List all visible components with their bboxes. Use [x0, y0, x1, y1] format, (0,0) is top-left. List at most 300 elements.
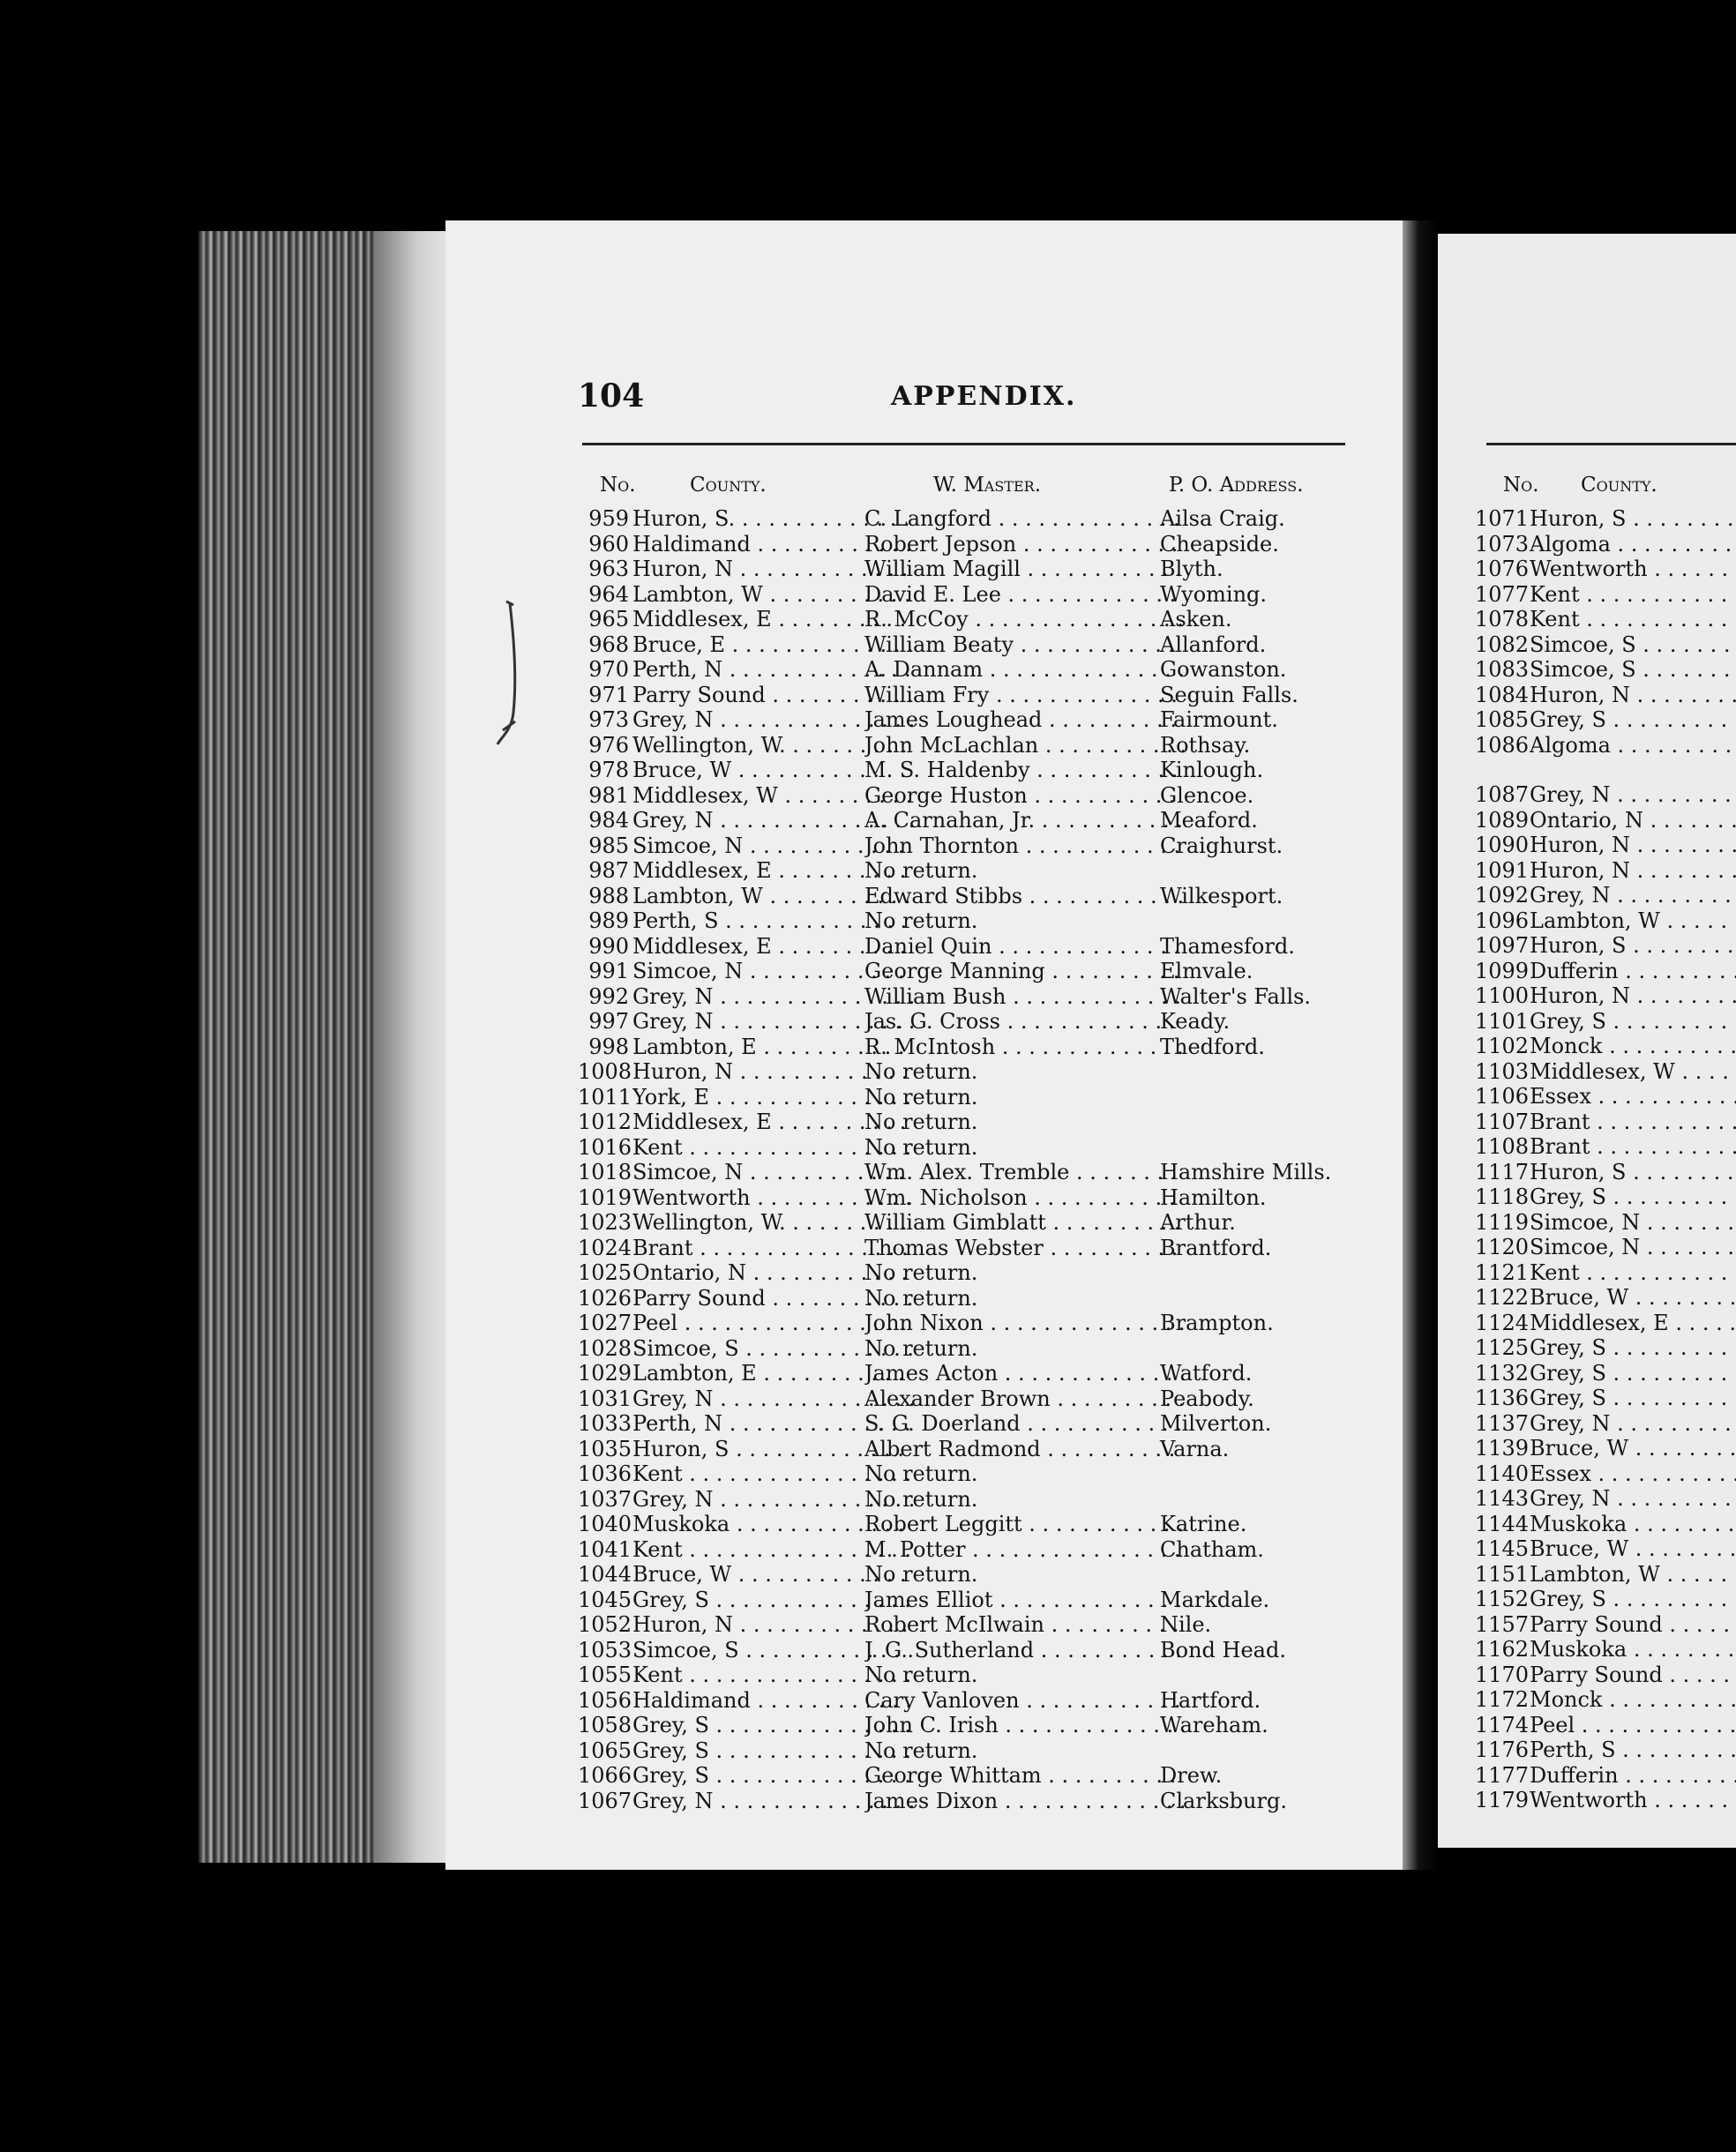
lodge-address: Arthur. — [1160, 1210, 1236, 1235]
lodge-county-text: Grey, N . . . — [632, 707, 913, 732]
lodge-number: 1036 — [578, 1461, 632, 1486]
lodge-county-text: Monck . . . — [1530, 1034, 1736, 1058]
lodge-master — [864, 657, 1184, 682]
lodge-master-text: David E. Lee . . . — [864, 582, 1184, 607]
header-rule — [582, 443, 1345, 445]
lodge-master-text: No return. — [864, 1461, 978, 1486]
table-row — [1475, 632, 1736, 658]
table-row — [578, 1612, 1372, 1638]
lodge-county-text: Grey, N . . . — [632, 808, 913, 833]
table-row — [1475, 1687, 1736, 1713]
lodge-county-text: Bruce, E . . . — [632, 632, 913, 657]
lodge-county-text: Essex . . . — [1530, 1461, 1736, 1486]
lodge-county-text: Grey, N . . . — [1530, 782, 1736, 807]
lodge-county-text: Wentworth . . . — [1530, 1788, 1736, 1812]
lodge-address: Wareham. — [1160, 1713, 1268, 1737]
table-row — [578, 1110, 1372, 1135]
lodge-county — [1530, 657, 1736, 682]
lodge-county-text: Grey, S . . . — [1530, 1009, 1736, 1034]
lodge-number: 1027 — [578, 1311, 632, 1335]
lodge-county-text: Simcoe, N . . . — [632, 959, 913, 983]
lodge-master — [864, 1336, 1184, 1361]
lodge-address: Meaford. — [1160, 808, 1258, 833]
table-row — [1475, 707, 1736, 733]
lodge-master-text: A. Carnahan, Jr. . . . — [864, 808, 1184, 833]
lodge-county-text: Grey, S . . . — [632, 1713, 913, 1737]
lodge-number: 1097 — [1475, 933, 1530, 958]
lodge-county-text: Middlesex, W . . . — [1530, 1059, 1736, 1084]
lodge-master — [864, 1537, 1184, 1562]
table-row — [578, 1135, 1372, 1161]
lodge-county-text: Dufferin . . . — [1530, 1763, 1736, 1788]
lodge-county — [1530, 1335, 1736, 1360]
lodge-master-text: J. G. Sutherland . . . — [864, 1638, 1184, 1663]
table-row — [578, 1688, 1372, 1714]
lodge-number: 978 — [588, 758, 629, 782]
table-row — [1475, 1134, 1736, 1160]
lodge-county-text: Simcoe, S . . . — [1530, 632, 1736, 657]
lodge-number: 973 — [588, 707, 629, 732]
table-row — [578, 733, 1372, 758]
lodge-county — [1530, 1562, 1736, 1587]
lodge-number: 1092 — [1475, 883, 1530, 908]
table-row — [1475, 657, 1736, 683]
lodge-number: 1121 — [1475, 1259, 1530, 1285]
col-header-no-right: No. — [1503, 474, 1539, 497]
lodge-county-text: Grey, S . . . — [1530, 707, 1736, 732]
lodge-master — [864, 1789, 1184, 1813]
lodge-county-text: Muskoka . . . — [1530, 1512, 1736, 1536]
lodge-county — [1530, 1311, 1736, 1335]
lodge-number: 1035 — [578, 1436, 632, 1461]
lodge-county — [1530, 1637, 1736, 1662]
table-row — [1475, 1562, 1736, 1588]
table-row — [1475, 1713, 1736, 1738]
lodge-county-text: Grey, N . . . — [1530, 1486, 1736, 1511]
lodge-county-text: Kent . . . — [632, 1461, 913, 1486]
table-row — [1475, 683, 1736, 708]
lodge-master — [864, 557, 1184, 581]
lodge-master — [864, 783, 1184, 808]
lodge-master-text: George Huston . . . — [864, 783, 1184, 808]
lodge-number: 1089 — [1475, 807, 1530, 833]
lodge-number: 1077 — [1475, 581, 1530, 607]
lodge-master-text: Edward Stibbs . . . — [864, 884, 1184, 908]
lodge-county — [1530, 1536, 1736, 1561]
table-row — [1475, 733, 1736, 758]
lodge-number: 1053 — [578, 1637, 632, 1663]
lodge-county — [1530, 1411, 1736, 1436]
lodge-master — [864, 582, 1184, 607]
lodge-county — [1530, 1184, 1736, 1209]
lodge-county-text: Huron, N . . . — [1530, 858, 1736, 883]
table-row — [578, 858, 1372, 884]
lodge-master — [864, 1638, 1184, 1663]
lodge-number: 1078 — [1475, 607, 1530, 631]
lodge-number: 1103 — [1475, 1058, 1530, 1084]
lodge-address: Bond Head. — [1160, 1637, 1286, 1663]
lodge-number: 1041 — [578, 1536, 632, 1562]
lodge-county — [1530, 1386, 1736, 1410]
lodge-county — [1530, 1361, 1736, 1386]
table-row — [578, 1638, 1372, 1663]
lodge-county — [1530, 1788, 1736, 1812]
lodge-master-text: A. Dannam . . . — [864, 657, 1184, 682]
lodge-county-text: Bruce, W . . . — [632, 758, 913, 782]
lodge-address: Kinlough. — [1160, 758, 1264, 782]
lodge-master-text: Thomas Webster . . . — [864, 1236, 1184, 1260]
table-row — [578, 934, 1372, 960]
lodge-master — [864, 984, 1184, 1009]
lodge-master-text: Alexander Brown . . . — [864, 1386, 1184, 1411]
lodge-county — [1530, 1436, 1736, 1461]
lodge-county-text: Wellington, W. . . . — [632, 1210, 913, 1235]
lodge-number: 1058 — [578, 1713, 632, 1737]
lodge-master-text: John C. Irish . . . — [864, 1713, 1184, 1737]
lodge-county-text: Lambton, W . . . — [1530, 1562, 1736, 1587]
lodge-number: 1090 — [1475, 833, 1530, 857]
lodge-number: 1144 — [1475, 1511, 1530, 1536]
lodge-county-text: Wentworth . . . — [1530, 557, 1736, 581]
lodge-master — [864, 1210, 1184, 1235]
table-row — [1475, 1663, 1736, 1688]
table-row — [1475, 959, 1736, 984]
lodge-county — [1530, 933, 1736, 958]
lodge-county-text: Huron, N . . . — [632, 1612, 913, 1637]
lodge-number: 1066 — [578, 1763, 632, 1788]
lodge-county — [1530, 1512, 1736, 1536]
lodge-county — [1530, 1587, 1736, 1611]
lodge-county — [1530, 707, 1736, 732]
lodge-master — [864, 758, 1184, 782]
table-row — [578, 1588, 1372, 1613]
lodge-county-text: Lambton, E . . . — [632, 1361, 913, 1386]
lodge-number: 1025 — [578, 1260, 632, 1285]
lodge-county-text: Simcoe, N . . . — [632, 833, 913, 858]
lodge-number: 1117 — [1475, 1159, 1530, 1184]
table-row — [1475, 1110, 1736, 1135]
table-row — [1475, 1763, 1736, 1789]
lodge-number: 1056 — [578, 1687, 632, 1713]
table-row — [578, 1336, 1372, 1362]
table-row — [578, 783, 1372, 809]
lodge-county-text: Huron, S . . . — [1530, 933, 1736, 958]
lodge-address: Glencoe. — [1160, 782, 1254, 808]
lodge-number: 968 — [588, 631, 629, 657]
lodge-master-text: R. McIntosh . . . — [864, 1035, 1184, 1059]
lodge-number: 1151 — [1475, 1561, 1530, 1587]
lodge-master-text: No return. — [864, 1260, 978, 1285]
lodge-address: Varna. — [1160, 1436, 1230, 1461]
table-row — [578, 1411, 1372, 1437]
lodge-address: Chatham. — [1160, 1536, 1264, 1562]
lodge-county — [1530, 1663, 1736, 1687]
lodge-number: 1118 — [1475, 1184, 1530, 1209]
lodge-county-text: Kent . . . — [632, 1135, 913, 1160]
lodge-master-text: No return. — [864, 1663, 978, 1687]
lodge-number: 963 — [588, 557, 629, 581]
lodge-master-text: No return. — [864, 1110, 978, 1134]
lodge-master-text: No return. — [864, 1285, 978, 1311]
lodge-county — [1530, 683, 1736, 707]
lodge-master — [864, 1135, 1184, 1160]
table-row — [578, 984, 1372, 1010]
lodge-county-text: Grey, N . . . — [632, 1386, 913, 1411]
lodge-county-text: Bruce, W . . . — [1530, 1536, 1736, 1561]
lodge-county-text: Huron, N . . . — [1530, 683, 1736, 707]
pencil-bracket-mark — [494, 598, 520, 748]
table-row — [1475, 1637, 1736, 1663]
lodge-number: 984 — [588, 808, 629, 833]
lodge-number: 1086 — [1475, 732, 1530, 758]
lodge-master — [864, 1110, 1184, 1134]
lodge-master — [864, 833, 1184, 858]
col-header-no: No. — [600, 474, 636, 497]
table-row — [578, 1537, 1372, 1563]
lodge-number: 965 — [588, 607, 629, 631]
lodge-county-text: Lambton, E . . . — [632, 1035, 913, 1059]
lodge-county — [1530, 983, 1736, 1008]
lodge-county-text: Simcoe, N . . . — [1530, 1210, 1736, 1235]
lodge-address: Markdale. — [1160, 1587, 1270, 1612]
lodge-address: Blyth. — [1160, 557, 1223, 581]
lodge-county-text: Wellington, W. . . . — [632, 733, 913, 758]
lodge-master — [864, 1487, 1184, 1512]
lodge-number: 1152 — [1475, 1587, 1530, 1611]
page-number: 104 — [578, 377, 645, 415]
lodge-address: Elmvale. — [1160, 959, 1253, 983]
table-row — [1475, 1009, 1736, 1035]
lodge-county-text: Simcoe, N . . . — [632, 1160, 913, 1184]
lodge-address: Thedford. — [1160, 1034, 1265, 1059]
lodge-number: 1073 — [1475, 531, 1530, 557]
lodge-county — [1530, 1084, 1736, 1109]
lodge-county — [1530, 532, 1736, 557]
lodge-address: Thamesford. — [1160, 933, 1295, 959]
lodge-county-text: Huron, S . . . — [1530, 506, 1736, 531]
lodge-master — [864, 1236, 1184, 1260]
lodge-address: Brampton. — [1160, 1311, 1274, 1335]
lodge-address: Allanford. — [1160, 631, 1267, 657]
table-row — [578, 1437, 1372, 1462]
lodge-county — [1530, 607, 1736, 631]
lodge-county-text: Simcoe, S . . . — [1530, 657, 1736, 682]
lodge-county-text: Simcoe, S . . . — [632, 1638, 913, 1663]
table-row — [1475, 1461, 1736, 1487]
lodge-master-text: C. Langford . . . — [864, 506, 1184, 531]
lodge-master-text: M. S. Haldenby . . . — [864, 758, 1184, 782]
lodge-number: 1067 — [578, 1788, 632, 1813]
table-row — [578, 908, 1372, 934]
header-rule-right — [1486, 443, 1736, 445]
lodge-master — [864, 1286, 1184, 1311]
lodge-number: 1012 — [578, 1110, 632, 1134]
lodge-address: Walter's Falls. — [1160, 983, 1312, 1009]
lodge-number: 1071 — [1475, 506, 1530, 531]
lodge-number: 997 — [588, 1009, 629, 1034]
lodge-number: 1084 — [1475, 682, 1530, 707]
lodge-master — [864, 1588, 1184, 1612]
lodge-county-text: Ontario, N . . . — [632, 1260, 913, 1285]
lodge-county — [1530, 1486, 1736, 1511]
lodge-county-text: Parry Sound . . . — [1530, 1612, 1736, 1637]
lodge-address: Asken. — [1160, 607, 1232, 631]
lodge-number: 1023 — [578, 1210, 632, 1235]
table-row — [1475, 1411, 1736, 1437]
lodge-list-right — [1475, 506, 1736, 1813]
table-row — [578, 833, 1372, 859]
lodge-master-text: No return. — [864, 1335, 978, 1361]
lodge-number: 960 — [588, 531, 629, 557]
table-row — [578, 1236, 1372, 1261]
lodge-county-text: Kent . . . — [632, 1663, 913, 1687]
lodge-master-text: John Nixon . . . — [864, 1311, 1184, 1335]
lodge-county-text: Perth, N . . . — [632, 1411, 913, 1436]
table-row — [1475, 1311, 1736, 1336]
col-header-county-right: County. — [1581, 474, 1657, 497]
lodge-number: 964 — [588, 581, 629, 607]
lodge-county-text: Peel . . . — [1530, 1713, 1736, 1737]
table-row — [578, 607, 1372, 632]
lodge-master — [864, 1411, 1184, 1436]
lodge-county-text: Brant . . . — [1530, 1110, 1736, 1134]
lodge-address: Katrine. — [1160, 1512, 1247, 1536]
lodge-master — [864, 808, 1184, 833]
lodge-number: 1028 — [578, 1335, 632, 1361]
table-row — [578, 1763, 1372, 1789]
lodge-master-text: James Dixon . . . — [864, 1789, 1184, 1813]
lodge-master-text: Albert Radmond . . . — [864, 1437, 1184, 1461]
table-row — [1475, 1587, 1736, 1612]
lodge-county — [1530, 1713, 1736, 1737]
lodge-county-text: Lambton, W . . . — [1530, 908, 1736, 933]
lodge-number: 1026 — [578, 1285, 632, 1311]
table-row — [1475, 1184, 1736, 1210]
lodge-county — [1530, 1134, 1736, 1159]
lodge-county-text: Wentworth . . . — [632, 1185, 913, 1210]
lodge-number: 1162 — [1475, 1637, 1530, 1662]
lodge-county — [1530, 883, 1736, 908]
lodge-county-text: Peel . . . — [632, 1311, 913, 1335]
table-row — [1475, 532, 1736, 557]
table-row — [578, 657, 1372, 683]
lodge-number: 1119 — [1475, 1209, 1530, 1235]
lodge-county-text: Grey, N . . . — [632, 984, 913, 1009]
lodge-number: 1055 — [578, 1663, 632, 1687]
lodge-number: 1045 — [578, 1587, 632, 1612]
lodge-master-text: William Magill . . . — [864, 557, 1184, 581]
lodge-county — [1530, 1160, 1736, 1184]
lodge-number: 1033 — [578, 1411, 632, 1436]
lodge-master — [864, 1059, 1184, 1084]
lodge-county — [1530, 1210, 1736, 1235]
table-row — [578, 532, 1372, 557]
lodge-county-text: Grey, S . . . — [1530, 1386, 1736, 1410]
lodge-county — [1530, 632, 1736, 657]
table-row — [578, 1562, 1372, 1588]
lodge-master — [864, 632, 1184, 657]
table-row — [1475, 557, 1736, 582]
lodge-county — [1530, 1034, 1736, 1058]
lodge-address: Rothsay. — [1160, 732, 1251, 758]
lodge-county-text: Grey, S . . . — [1530, 1587, 1736, 1611]
table-row — [1475, 983, 1736, 1009]
lodge-master-text: No return. — [864, 908, 978, 933]
lodge-county — [1530, 833, 1736, 857]
lodge-number: 1125 — [1475, 1335, 1530, 1360]
lodge-county — [1530, 506, 1736, 531]
lodge-master-text: No return. — [864, 1486, 978, 1512]
lodge-master — [864, 1738, 1184, 1763]
lodge-county — [1530, 858, 1736, 883]
book-gutter — [1403, 220, 1438, 1870]
lodge-county-text: Huron, N . . . — [632, 1059, 913, 1084]
lodge-county-text: Middlesex, E . . . — [632, 607, 913, 631]
table-row — [578, 808, 1372, 833]
table-row — [1475, 1436, 1736, 1461]
lodge-master — [864, 707, 1184, 732]
lodge-number: 1124 — [1475, 1310, 1530, 1335]
table-row — [578, 1311, 1372, 1336]
lodge-address: Nile. — [1160, 1612, 1212, 1637]
lodge-number: 989 — [588, 908, 629, 933]
lodge-county-text: Essex . . . — [1530, 1084, 1736, 1109]
lodge-county-text: Kent . . . — [632, 1537, 913, 1562]
lodge-county — [1530, 557, 1736, 581]
lodge-number: 1137 — [1475, 1410, 1530, 1436]
table-row — [1475, 808, 1736, 833]
table-row — [578, 1085, 1372, 1110]
table-row — [578, 1663, 1372, 1688]
table-row — [1475, 1235, 1736, 1260]
lodge-master-text: No return. — [864, 1562, 978, 1587]
lodge-address: Craighurst. — [1160, 833, 1283, 858]
table-row — [1475, 506, 1736, 532]
lodge-county-text: Grey, N . . . — [1530, 883, 1736, 908]
lodge-address: Milverton. — [1160, 1411, 1272, 1436]
table-row — [578, 1738, 1372, 1764]
lodge-master-text: William Fry . . . — [864, 683, 1184, 707]
table-row — [578, 758, 1372, 783]
table-row — [578, 1160, 1372, 1185]
lodge-number: 1145 — [1475, 1536, 1530, 1561]
lodge-address: Seguin Falls. — [1160, 682, 1298, 707]
lodge-number: 1024 — [578, 1235, 632, 1260]
lodge-county-text: Kent . . . — [1530, 582, 1736, 607]
lodge-number: 1040 — [578, 1512, 632, 1536]
lodge-county-text: Huron, S . . . — [632, 1437, 913, 1461]
lodge-number: 998 — [588, 1034, 629, 1059]
lodge-master-text: M. Potter . . . — [864, 1537, 1184, 1562]
table-row — [578, 884, 1372, 909]
lodge-master — [864, 1562, 1184, 1587]
table-row — [1475, 1737, 1736, 1763]
table-row — [1475, 1512, 1736, 1537]
lodge-master — [864, 683, 1184, 707]
table-row — [1475, 582, 1736, 608]
lodge-number: 1037 — [578, 1486, 632, 1512]
lodge-county — [1530, 733, 1736, 758]
lodge-master — [864, 1260, 1184, 1285]
lodge-number: 1096 — [1475, 908, 1530, 933]
lodge-master-text: George Whittam . . . — [864, 1763, 1184, 1788]
lodge-master-text: Robert Jepson . . . — [864, 532, 1184, 557]
lodge-master-text: No return. — [864, 1737, 978, 1763]
lodge-address: Clarksburg. — [1160, 1788, 1287, 1813]
lodge-master-text: John McLachlan . . . — [864, 733, 1184, 758]
lodge-county-text: Parry Sound . . . — [632, 1286, 913, 1311]
lodge-county-text: Middlesex, W . . . — [632, 783, 913, 808]
